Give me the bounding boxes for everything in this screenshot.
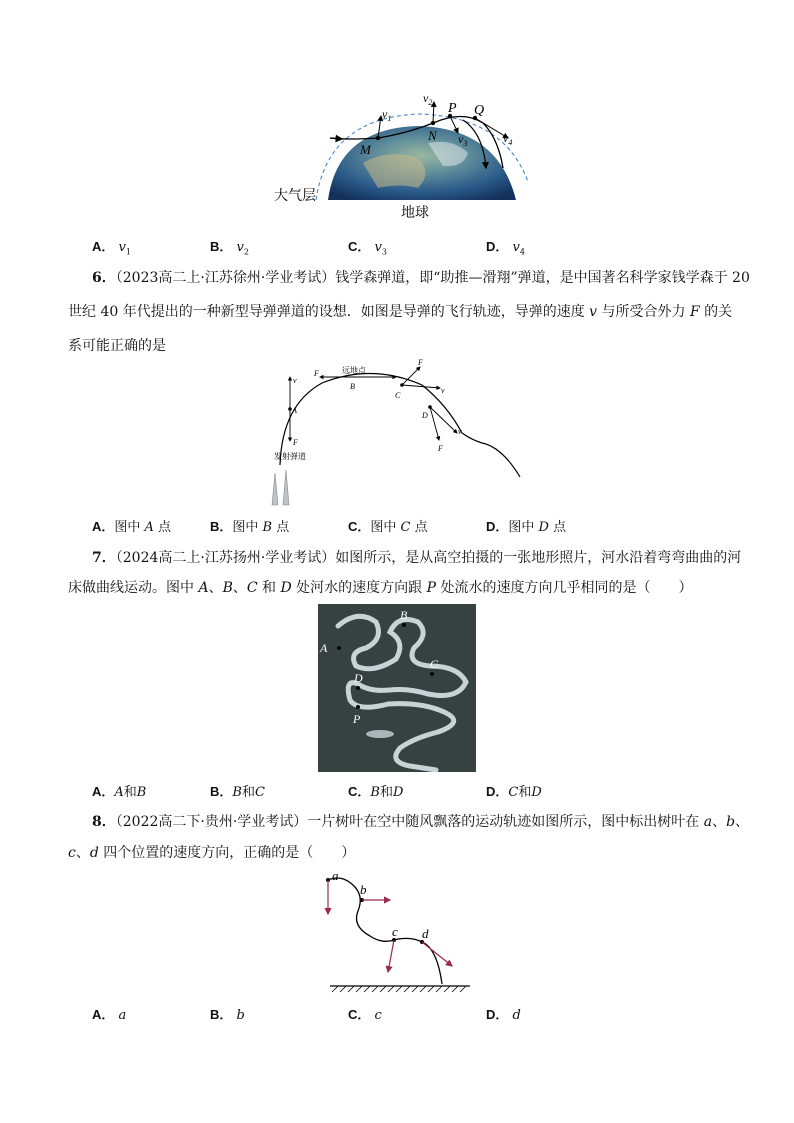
- svg-text:v4: $v_4$: [503, 131, 513, 147]
- svg-text:A: A: [292, 406, 297, 415]
- q7-number: 7．: [92, 550, 116, 566]
- q7-option-b[interactable]: B．B和C: [210, 784, 265, 800]
- svg-text:Q: Q: [474, 103, 485, 118]
- q6-stem-line-1: 6．（2023高二上·江苏徐州·学业考试）钱学森弹道，即“助推—滑翔”弹道，是中国著名科学家钱学森于 20: [92, 270, 750, 286]
- q5-option-b[interactable]: B． $v_2$: [210, 239, 249, 257]
- q6-stem-line-3: 系可能正确的是: [68, 338, 166, 354]
- svg-text:a: a: [332, 868, 339, 883]
- q6-number: 6．: [92, 270, 116, 286]
- launch-tower-icon: [283, 470, 289, 505]
- q6-option-d[interactable]: D．图中 D 点: [486, 519, 567, 535]
- svg-text:c: c: [392, 924, 398, 939]
- svg-text:v: v: [458, 427, 462, 436]
- q6-option-b[interactable]: B．图中 B 点: [210, 519, 290, 535]
- q8-source: （2022高二下·贵州·学业考试）: [115, 814, 308, 830]
- q7-source: （2024高二上·江苏扬州·学业考试）: [115, 550, 336, 566]
- svg-text:B: B: [350, 382, 355, 391]
- q5-option-a[interactable]: A． $v_1$: [92, 239, 131, 257]
- svg-text:v: v: [441, 386, 445, 395]
- svg-text:d: d: [422, 926, 429, 941]
- q7-stem-line-1: 7．（2024高二上·江苏扬州·学业考试）如图所示，是从高空拍摄的一张地形照片，河水沿着弯弯曲曲的河: [92, 550, 742, 566]
- svg-text:C: C: [430, 657, 439, 671]
- q8-stem-line-2: c、d 四个位置的速度方向，正确的是（ ）: [68, 845, 356, 861]
- svg-text:v1: $v_1$: [382, 107, 392, 123]
- q8-figure: [322, 866, 472, 996]
- svg-text:P: P: [353, 712, 361, 726]
- q8-option-c[interactable]: C． c: [348, 1007, 382, 1023]
- q8-option-b[interactable]: B． b: [210, 1007, 245, 1023]
- missile-flight-path: [280, 373, 520, 477]
- svg-text:M: M: [360, 142, 371, 157]
- svg-text:远地点: 远地点: [342, 366, 366, 375]
- svg-text:地球: 地球: [401, 206, 429, 221]
- q6-stem-line-2: 世纪 40 年代提出的一种新型导弹弹道的设想．如图是导弹的飞行轨迹，导弹的速度 v 与所受合外力 F 的关: [68, 304, 733, 320]
- svg-text:F: F: [438, 444, 443, 453]
- q8-number: 8．: [92, 814, 116, 830]
- svg-text:v: v: [293, 376, 297, 385]
- q5-option-c[interactable]: C． $v_3$: [348, 239, 387, 257]
- svg-text:b: b: [360, 882, 367, 897]
- svg-text:P: P: [448, 101, 457, 116]
- q6-source: （2023高二上·江苏徐州·学业考试）: [115, 270, 336, 286]
- q7-option-c[interactable]: C．B和D: [348, 784, 404, 800]
- svg-text:F: F: [418, 358, 423, 367]
- svg-text:D: D: [354, 671, 363, 685]
- q7-option-d[interactable]: D．C和D: [486, 784, 542, 800]
- svg-text:C: C: [395, 391, 401, 400]
- q5-figure: [268, 88, 528, 223]
- launch-tower-icon: [272, 473, 278, 505]
- q8-stem-line-1: 8．（2022高二下·贵州·学业考试）一片树叶在空中随风飘落的运动轨迹如图所示，图中标出树叶在 a、b、: [92, 814, 750, 830]
- svg-text:大气层: 大气层: [274, 189, 316, 204]
- q8-option-d[interactable]: D． d: [486, 1007, 521, 1023]
- svg-text:v2: $v_2$: [423, 91, 433, 107]
- svg-text:B: B: [400, 608, 408, 622]
- q5-option-d[interactable]: D． $v_4$: [486, 239, 525, 257]
- q7-stem-line-2: 床做曲线运动。图中 A、B、C 和 D 处河水的速度方向跟 P 处流水的速度方向几乎相同的是（ ）: [68, 580, 693, 596]
- svg-text:N: N: [428, 128, 437, 143]
- q6-option-c[interactable]: C．图中 C 点: [348, 519, 428, 535]
- svg-text:F: F: [314, 369, 319, 378]
- svg-text:F: F: [293, 438, 298, 447]
- q8-option-a[interactable]: A． a: [92, 1007, 127, 1023]
- q6-figure: [262, 355, 527, 510]
- svg-text:A: A: [320, 641, 328, 655]
- svg-text:发射弹道: 发射弹道: [274, 452, 306, 461]
- q7-river-photo: [318, 604, 476, 772]
- q6-option-a[interactable]: A．图中 A 点: [92, 519, 172, 535]
- svg-text:v3: $v_3$: [458, 132, 468, 148]
- q7-option-a[interactable]: A．A和B: [92, 784, 147, 800]
- svg-text:D: D: [422, 411, 428, 420]
